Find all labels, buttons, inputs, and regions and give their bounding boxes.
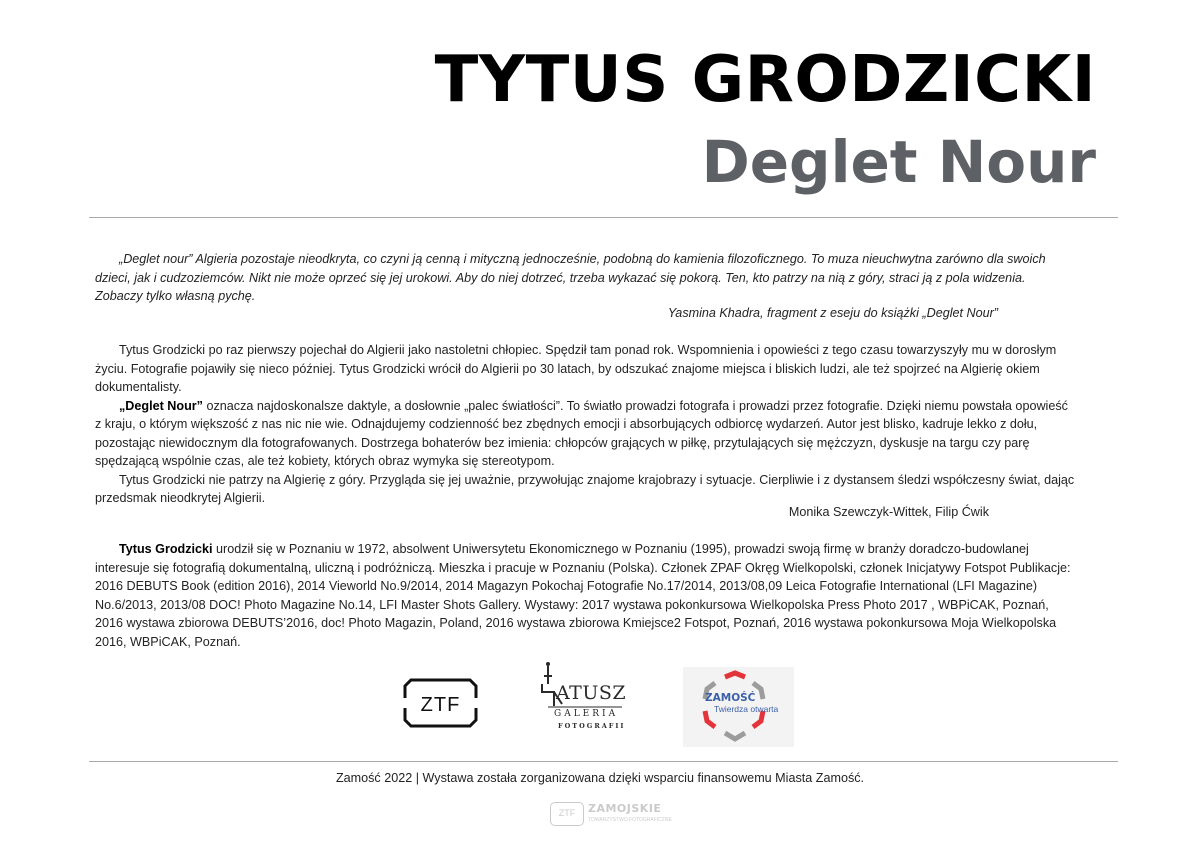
deglet-nour-bold: „Deglet Nour” xyxy=(119,398,203,413)
ratusz-galeria: GALERIA xyxy=(554,709,619,719)
footer-note: Zamość 2022 | Wystawa została zorganizowana dzięki wsparciu finansowemu Miasta Zamość. xyxy=(335,771,865,785)
intro-text xyxy=(95,341,1075,508)
zamosc-city-logo xyxy=(683,667,794,747)
ratusz-word: ATUSZ xyxy=(556,682,627,704)
bio-name: Tytus Grodzicki xyxy=(119,542,213,556)
artist-bio xyxy=(95,540,1075,651)
exhibition-subtitle: Deglet Nour xyxy=(701,128,1096,196)
footer-logo-sub: TOWARZYSTWO FOTOGRAFICZNE xyxy=(588,817,672,823)
bio-text: urodził się w Poznaniu w 1972, absolwent Uniwersytetu Ekonomicznego w Poznaniu (1995), prowadzi swoją firmę w branży doradczo-budowlanej interesuje się fotografią dokumentalną, uliczną i podróżniczą. Mieszka i pracuje w Poznaniu (Polska). Członek ZPAF Okręg Wielkopolski, członek Inicjatywy Fotspot Publikacje: 2016 DEBUTS Book (edition 2016), 2014 Vieworld No.9/2014, 2014 Magazyn Pokochaj Fotografie No.17/2014, 2013/08,09 Leica Fotografie International (LFI Magazine) No.6/2013, 2013/08 DOC! Photo Magazine No.14, LFI Master Shots Gallery. Wystawy: 2017 wystawa pokonkursowa Wielkopolska Press Photo 2017 , WBPiCAK, Poznań, 2016 wystawa zbiorowa DEBUTS’2016, doc! Photo Magazin, Poland, 2016 wystawa zbiorowa Kmiejsce2 Fotspot, Poznań, 2016 wystawa pokonkursowa Moja Wielkopolska 2016, WBPiCAK, Poznań. xyxy=(95,542,1071,649)
ratusz-fotografii: FOTOGRAFII xyxy=(558,722,626,730)
ztf-logo-text: ZTF xyxy=(420,694,461,716)
exhibition-artist-title: TYTUS GRODZICKI xyxy=(434,43,1096,117)
zamosc-mark-bottom xyxy=(725,733,745,739)
ztf-logo xyxy=(403,678,478,728)
intro-paragraph-1: Tytus Grodzicki po raz pierwszy pojechał do Algierii jako nastoletni chłopiec. Spędził tam ponad rok. Wspomnienia i opowieści z tego czasu towarzyszyły mu w dorosłym życiu. Fotografie pojawiły się nieco później. Tytus Grodzicki wrócił do Algierii po 30 latach, by odszukać znajome miejsca i bliskich ludzi, ale też spojrzeć na Algierię okiem dokumentalisty. xyxy=(95,343,1057,394)
zamosc-tagline: Twierdza otwarta xyxy=(714,704,779,714)
intro-paragraph-3: Tytus Grodzicki nie patrzy na Algierię z góry. Przygląda się jej uważnie, przywołując znajome krajobrazy i sytuacje. Cierpliwie i z dystansem śledzi współczesny świat, dając przedsmak nieodkrytej Algierii. xyxy=(95,472,1075,505)
intro-paragraph-2-text: oznacza najdoskonalsze daktyle, a dosłownie „palec światłości”. To światło prowadzi fotografa i prowadzi przez fotografie. Dzięki niemu powstała opowieść z kraju, o którym większość z nas nic nie wie. Odnajdujemy codzienność bez zbędnych emocji i absorbujących odbiorcę wydarzeń. Autor jest blisko, kadruje lekko z dołu, pozostając niewidocznym dla fotografowanych. Dostrzega bohaterów bez imienia: chłopców grających w piłkę, przytulających się mężczyzn, dyskusje na targu czy parę spędzającą wspólnie czas, ale też kobiety, których obraz wymyka się stereotypom. xyxy=(95,398,1068,468)
zamosc-mark-top xyxy=(725,673,745,677)
footer-logo-word: ZAMOJSKIE xyxy=(588,802,662,815)
intro-paragraph-2 xyxy=(95,397,1075,471)
text-authors: Monika Szewczyk-Wittek, Filip Ćwik xyxy=(788,505,989,519)
footer-logo-box: ZTF xyxy=(550,802,584,826)
ztf-footer-logo xyxy=(550,800,672,830)
ratusz-gallery-logo xyxy=(538,660,630,742)
quote-block xyxy=(95,250,1075,306)
bottom-divider xyxy=(89,761,1118,762)
top-divider xyxy=(89,217,1118,218)
zamosc-name: ZAMOŚĆ xyxy=(705,692,756,704)
quote-text: „Deglet nour” Algieria pozostaje nieodkryta, co czyni ją cenną i mityczną jednocześnie, podobną do kamienia filozoficznego. To muza nieuchwytna zarówno dla swoich dzieci, jak i cudzoziemców. Nikt nie może oprzeć się jej urokowi. Aby do niej dotrzeć, trzeba wykazać się pokorą. Ten, kto patrzy na nią z góry, straci ją z pola widzenia. Zobaczy tylko własną pychę. xyxy=(95,252,1046,303)
bio-paragraph xyxy=(95,540,1075,651)
quote-source: Yasmina Khadra, fragment z eseju do książki „Deglet Nour” xyxy=(667,306,998,320)
